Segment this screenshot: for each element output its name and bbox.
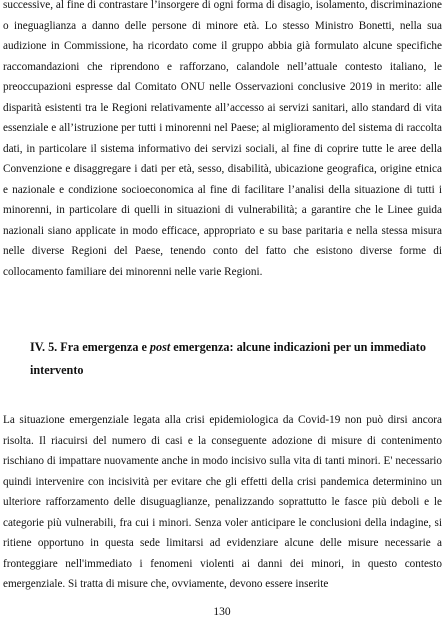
paragraph-continuation: successive, al fine di contrastare l’insorgere di ogni forma di disagio, isolamento, discriminazione o ineguaglianza a danno delle persone di minore età. Lo stesso Ministro Bonetti, nella sua audizione in Commissione, ha ricordato come il gruppo abbia già formulato alcune specifiche raccomandazioni che riprendono e rafforzano, calandole nell’attuale contesto italiano, le preoccupazioni espresse dal Comitato ONU nelle Osservazioni conclusive 2019 in merito: alle disparità esistenti tra le Regioni relativamente all’accesso ai servizi sanitari, allo standard di vita essenziale e all’istruzione per tutti i minorenni nel Paese; al miglioramento del sistema di raccolta dati, in particolare il sistema informativo dei servizi sociali, al fine di coprire tutte le aree della Convenzione e disaggregare i dati per età, sesso, disabilità, ubicazione geografica, origine etnica e nazionale e condizione socioeconomica al fine di facilitare l’analisi della situazione di tutti i minorenni, in particolare di quelli in situazioni di vulnerabilità; a garantire che le Linee guida nazionali siano applicate in modo efficace, appropriato e su base paritaria e nella stessa misura nelle diverse Regioni del Paese, tenendo conto del fatto che esistono diverse forme di collocamento familiare dei minorenni nelle varie Regioni. (3, 0, 442, 278)
page-number: 130 (213, 606, 231, 618)
heading-text-end: emergenza: alcune indicazioni per un immediato intervento (30, 340, 426, 377)
heading-text-start: IV. 5. Fra emergenza e (30, 340, 150, 354)
heading-text-italic: post (149, 340, 171, 354)
paragraph-body: La situazione emergenziale legata alla crisi epidemiologica da Covid-19 non può dirsi ancora risolta. Il riacuirsi del numero di casi e la conseguente adozione di misure di contenimento rischiano di impattare nuovamente anche in modo incisivo sulla vita di tanti minori. E' necessario quindi intervenire con incisività per evitare che gli effetti della crisi pandemica determinino un ulteriore rafforzamento delle disuguaglianze, penalizzando soprattutto le fasce più deboli e le categorie più vulnerabili, fra cui i minori. Senza voler anticipare le conclusioni della indagine, si ritiene opportuno in questa sede limitarsi ad evidenziare alcune delle misure necessarie a fronteggiare nell'immediato i fenomeni violenti ai danni dei minori, in questo contesto emergenziale. Si tratta di misure che, ovviamente, devono essere inserite (3, 414, 442, 590)
section-heading (30, 336, 438, 382)
